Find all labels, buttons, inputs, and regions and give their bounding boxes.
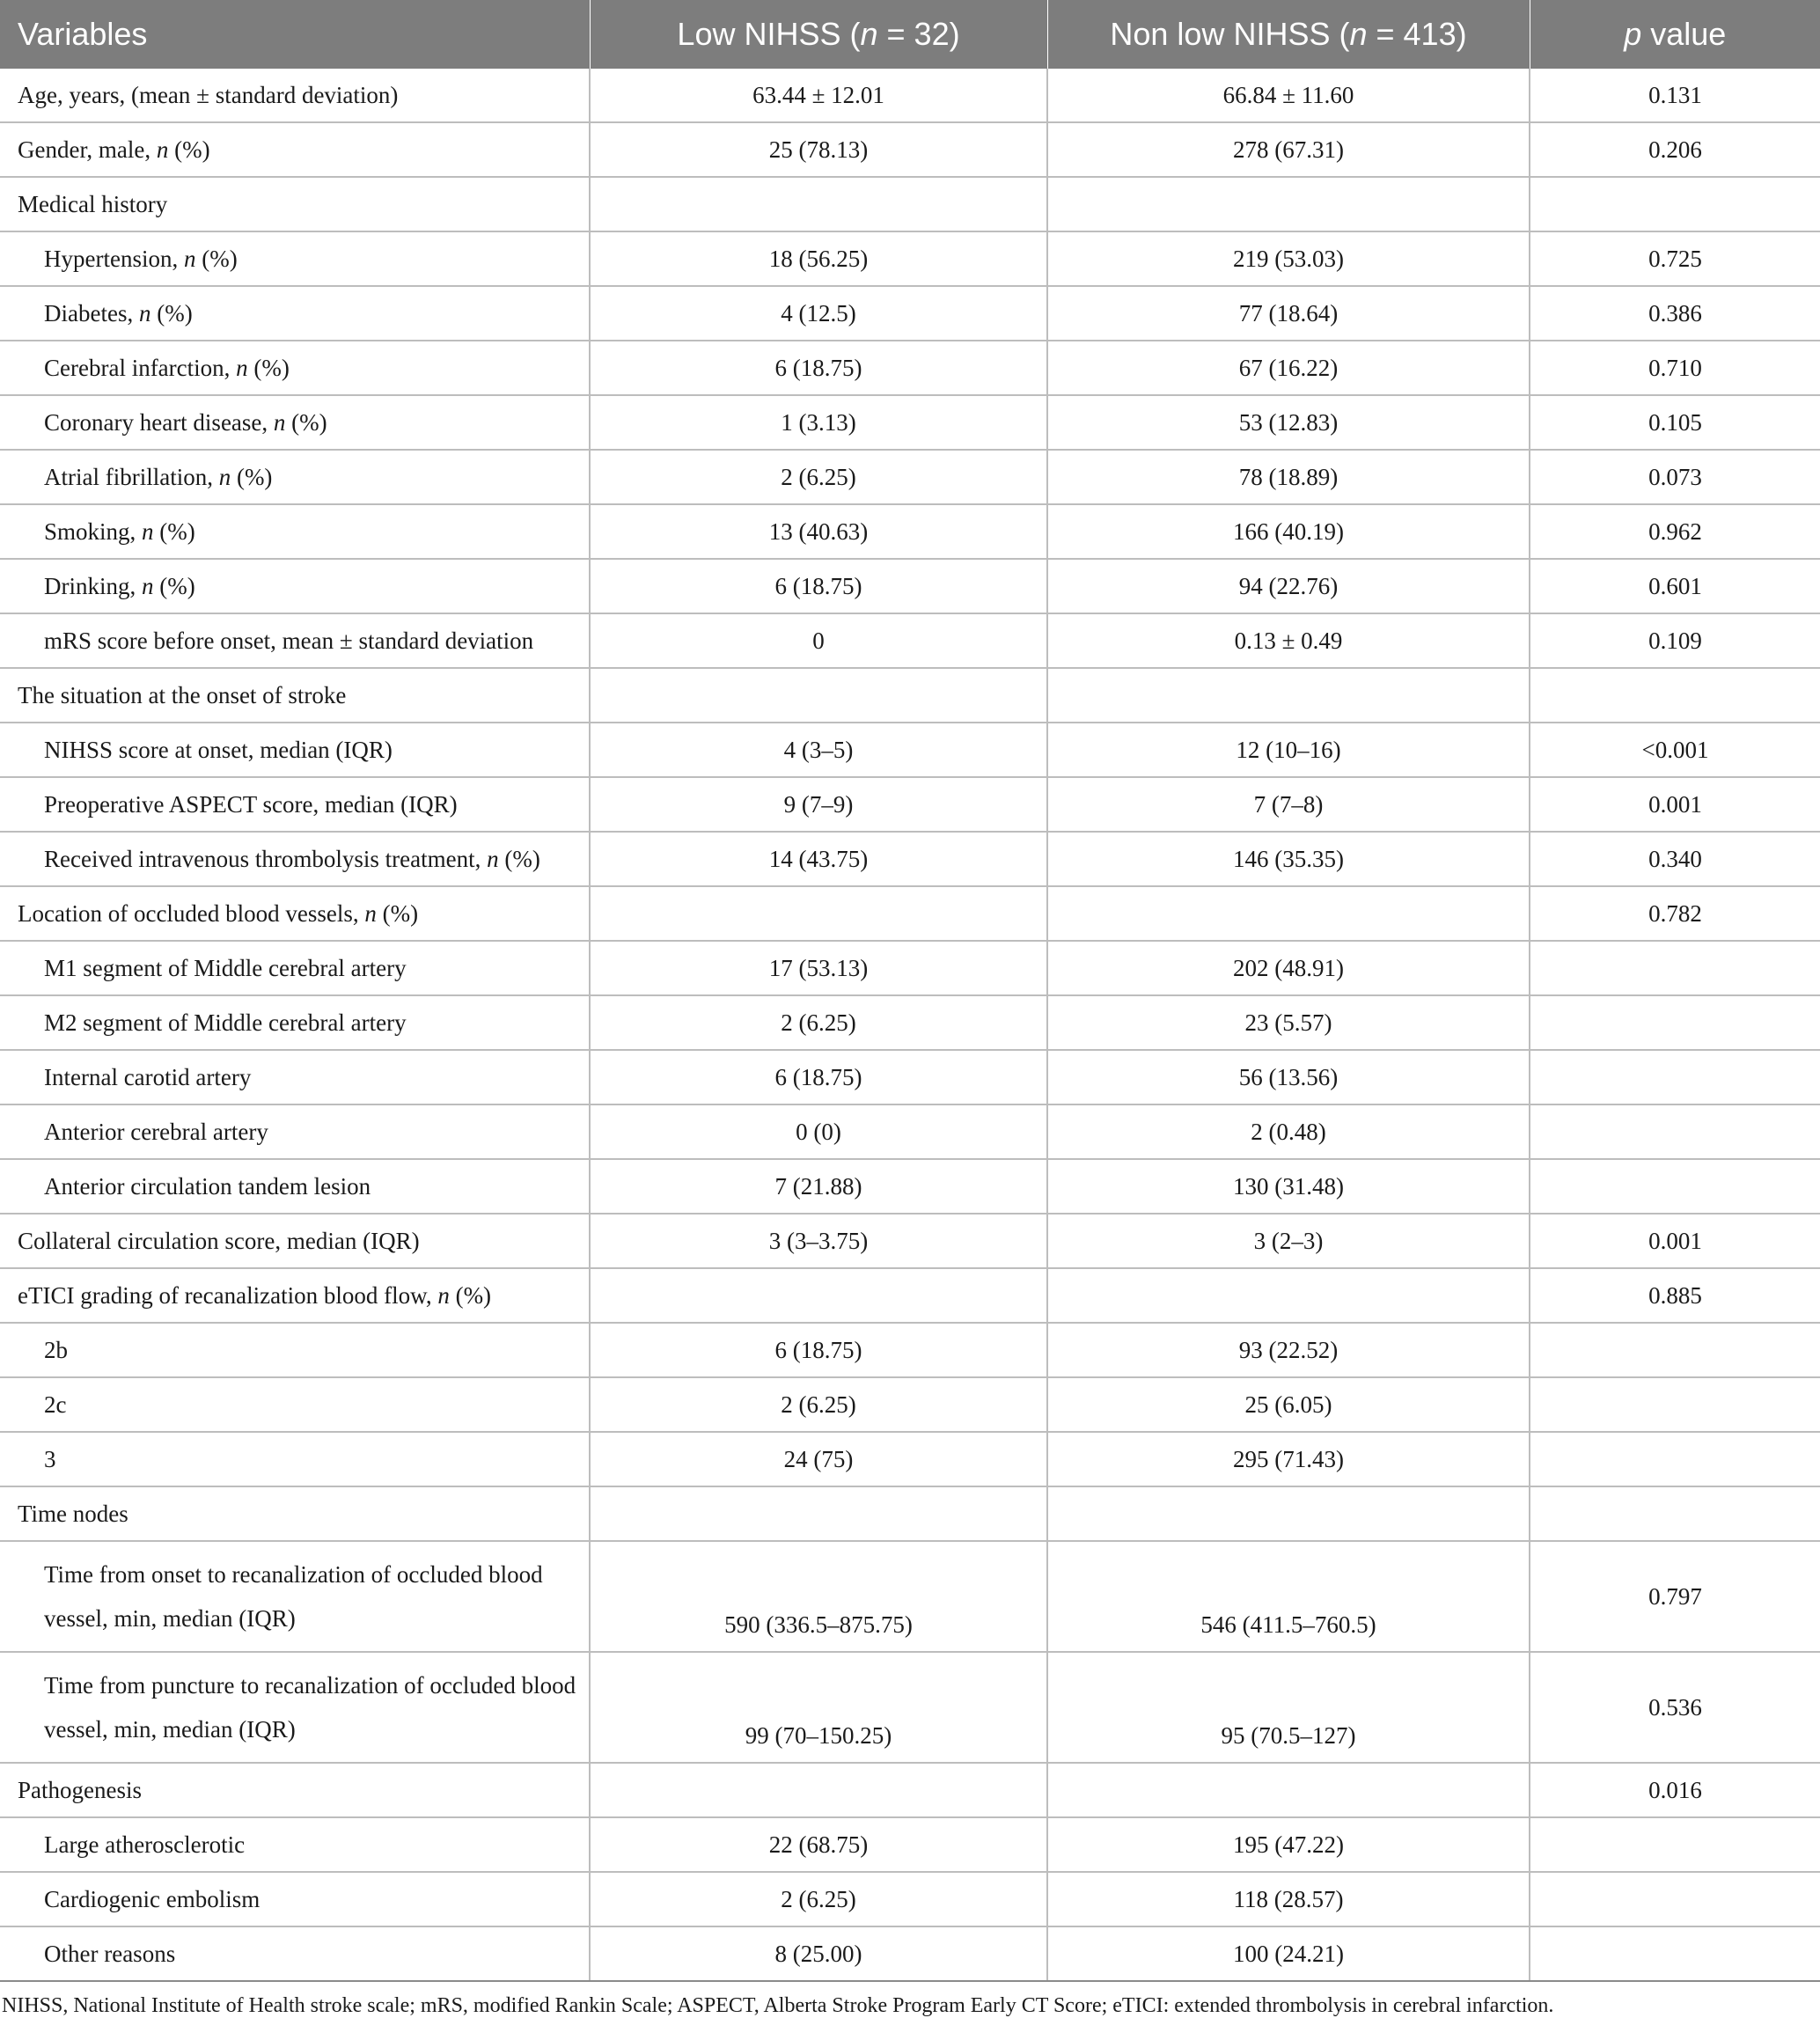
low-nihss-cell: 18 (56.25) xyxy=(590,231,1047,286)
section-label xyxy=(0,1486,590,1541)
low-nihss-cell: 9 (7–9) xyxy=(590,777,1047,832)
variable-text: Drinking, xyxy=(44,572,142,599)
variable-cell xyxy=(0,941,590,995)
variable-text: Medical history xyxy=(18,190,168,217)
p-value-cell: 0.001 xyxy=(1530,777,1820,832)
header-p-value xyxy=(1530,0,1820,69)
variable-text: Received intravenous thrombolysis treatment, xyxy=(44,845,488,872)
non-low-nihss-cell: 166 (40.19) xyxy=(1047,504,1530,559)
non-low-nihss-cell: 12 (10–16) xyxy=(1047,723,1530,777)
section-label xyxy=(0,886,590,941)
p-value-cell xyxy=(1530,1432,1820,1486)
p-value-cell: 0.782 xyxy=(1530,886,1820,941)
header-p-italic: p xyxy=(1624,16,1642,52)
variable-cell xyxy=(0,1323,590,1377)
table-row-other-reasons xyxy=(0,1926,1820,1981)
variable-text: Other reasons xyxy=(44,1940,176,1967)
non-low-nihss-cell: 66.84 ± 11.60 xyxy=(1047,69,1530,122)
variable-cell xyxy=(0,1104,590,1159)
p-value-cell xyxy=(1530,1050,1820,1104)
low-nihss-cell: 4 (3–5) xyxy=(590,723,1047,777)
low-nihss-cell: 24 (75) xyxy=(590,1432,1047,1486)
table-row-cardiogenic-embolism xyxy=(0,1872,1820,1926)
non-low-nihss-cell: 93 (22.52) xyxy=(1047,1323,1530,1377)
table-row-collateral-score xyxy=(0,1214,1820,1268)
low-nihss-cell: 63.44 ± 12.01 xyxy=(590,69,1047,122)
table-row-etici-2b xyxy=(0,1323,1820,1377)
non-low-nihss-cell: 3 (2–3) xyxy=(1047,1214,1530,1268)
non-low-nihss-cell: 295 (71.43) xyxy=(1047,1432,1530,1486)
non-low-nihss-cell: 146 (35.35) xyxy=(1047,832,1530,886)
p-value-cell: 0.601 xyxy=(1530,559,1820,613)
low-nihss-cell xyxy=(590,1763,1047,1817)
section-label xyxy=(0,177,590,231)
variable-cell xyxy=(0,504,590,559)
table-row-thrombolysis xyxy=(0,832,1820,886)
p-value-cell: 0.725 xyxy=(1530,231,1820,286)
low-nihss-cell xyxy=(590,668,1047,723)
p-value-cell: 0.131 xyxy=(1530,69,1820,122)
p-value-cell: 0.016 xyxy=(1530,1763,1820,1817)
table-row-smoking xyxy=(0,504,1820,559)
variable-cell xyxy=(0,1432,590,1486)
table-row-coronary-heart-disease xyxy=(0,395,1820,450)
non-low-nihss-cell: 77 (18.64) xyxy=(1047,286,1530,341)
low-nihss-cell: 6 (18.75) xyxy=(590,1323,1047,1377)
section-label xyxy=(0,1268,590,1323)
low-nihss-cell: 2 (6.25) xyxy=(590,1872,1047,1926)
variable-suffix: (%) xyxy=(449,1281,492,1309)
variable-cell xyxy=(0,723,590,777)
header-p-suffix: value xyxy=(1641,16,1727,52)
non-low-nihss-cell: 56 (13.56) xyxy=(1047,1050,1530,1104)
p-value-cell: 0.536 xyxy=(1530,1652,1820,1763)
variable-text: Location of occluded blood vessels, xyxy=(18,899,365,927)
non-low-nihss-cell: 100 (24.21) xyxy=(1047,1926,1530,1981)
variable-text: 2c xyxy=(44,1391,67,1418)
variable-cell xyxy=(0,1817,590,1872)
variable-text: Anterior circulation tandem lesion xyxy=(44,1172,371,1200)
non-low-nihss-cell: 67 (16.22) xyxy=(1047,341,1530,395)
p-value-cell xyxy=(1530,1872,1820,1926)
variable-suffix: (%) xyxy=(153,572,195,599)
low-nihss-cell: 4 (12.5) xyxy=(590,286,1047,341)
variable-italic: n xyxy=(156,136,169,163)
non-low-nihss-cell: 78 (18.89) xyxy=(1047,450,1530,504)
non-low-nihss-cell: 546 (411.5–760.5) xyxy=(1047,1541,1530,1652)
p-value-cell: 0.109 xyxy=(1530,613,1820,668)
variable-suffix: (%) xyxy=(195,245,238,272)
section-label xyxy=(0,1763,590,1817)
p-value-cell xyxy=(1530,941,1820,995)
variable-suffix: (%) xyxy=(376,899,419,927)
table-row-m1-segment xyxy=(0,941,1820,995)
variable-text: Preoperative ASPECT score, median (IQR) xyxy=(44,790,458,818)
variable-text: Anterior cerebral artery xyxy=(44,1118,268,1145)
low-nihss-cell: 6 (18.75) xyxy=(590,341,1047,395)
variable-cell xyxy=(0,1541,590,1652)
variable-cell xyxy=(0,231,590,286)
variable-text: Gender, male, xyxy=(18,136,157,163)
variable-cell xyxy=(0,1214,590,1268)
variable-italic: n xyxy=(273,408,286,436)
p-value-cell xyxy=(1530,1323,1820,1377)
non-low-nihss-cell: 0.13 ± 0.49 xyxy=(1047,613,1530,668)
variable-suffix: (%) xyxy=(231,463,273,490)
p-value-cell: 0.340 xyxy=(1530,832,1820,886)
variable-italic: n xyxy=(138,299,151,327)
variable-text: Diabetes, xyxy=(44,299,139,327)
p-value-cell: 0.797 xyxy=(1530,1541,1820,1652)
header-non-prefix: Non low NIHSS ( xyxy=(1110,16,1350,52)
non-low-nihss-cell xyxy=(1047,1268,1530,1323)
variable-cell xyxy=(0,341,590,395)
non-low-nihss-cell xyxy=(1047,177,1530,231)
variable-cell xyxy=(0,559,590,613)
variable-cell xyxy=(0,395,590,450)
variable-text: Time nodes xyxy=(18,1500,128,1527)
table-row-atrial-fibrillation xyxy=(0,450,1820,504)
p-value-cell: 0.962 xyxy=(1530,504,1820,559)
table-row-etici-2c xyxy=(0,1377,1820,1432)
non-low-nihss-cell: 118 (28.57) xyxy=(1047,1872,1530,1926)
variable-text: mRS score before onset, mean ± standard deviation xyxy=(44,627,534,654)
header-non-suffix: = 413) xyxy=(1367,16,1467,52)
table-row-nihss-at-onset xyxy=(0,723,1820,777)
low-nihss-cell xyxy=(590,1268,1047,1323)
p-value-cell xyxy=(1530,1486,1820,1541)
low-nihss-cell: 2 (6.25) xyxy=(590,995,1047,1050)
variable-cell xyxy=(0,69,590,122)
variable-cell xyxy=(0,1050,590,1104)
p-value-cell xyxy=(1530,1159,1820,1214)
section-label xyxy=(0,668,590,723)
variable-text: Smoking, xyxy=(44,517,143,545)
low-nihss-cell: 6 (18.75) xyxy=(590,1050,1047,1104)
non-low-nihss-cell: 219 (53.03) xyxy=(1047,231,1530,286)
variable-suffix: (%) xyxy=(247,354,290,381)
table-row-section-etici xyxy=(0,1268,1820,1323)
p-value-cell: 0.001 xyxy=(1530,1214,1820,1268)
p-value-cell: 0.885 xyxy=(1530,1268,1820,1323)
table-footnote: NIHSS, National Institute of Health stroke scale; mRS, modified Rankin Scale; ASPECT, Alberta Stroke Program Early CT Score; eTICI: extended thrombolysis in cerebral infarction. xyxy=(2,1994,1554,2017)
low-nihss-cell: 17 (53.13) xyxy=(590,941,1047,995)
low-nihss-cell: 3 (3–3.75) xyxy=(590,1214,1047,1268)
variable-text: 2b xyxy=(44,1336,68,1363)
variable-text: Time from puncture to recanalization of occluded blood vessel, min, median (IQR) xyxy=(44,1672,576,1743)
variable-text: Atrial fibrillation, xyxy=(44,463,219,490)
variable-cell xyxy=(0,832,590,886)
header-variables: Variables xyxy=(0,0,590,69)
low-nihss-cell: 1 (3.13) xyxy=(590,395,1047,450)
variable-italic: n xyxy=(218,463,231,490)
low-nihss-cell xyxy=(590,1486,1047,1541)
table-row-tandem-lesion xyxy=(0,1159,1820,1214)
non-low-nihss-cell: 94 (22.76) xyxy=(1047,559,1530,613)
variable-italic: n xyxy=(487,845,499,872)
variable-suffix: (%) xyxy=(285,408,327,436)
non-low-nihss-cell: 7 (7–8) xyxy=(1047,777,1530,832)
p-value-cell xyxy=(1530,177,1820,231)
table-row-section-time-nodes xyxy=(0,1486,1820,1541)
variable-text: Cerebral infarction, xyxy=(44,354,237,381)
variable-text: The situation at the onset of stroke xyxy=(18,681,347,708)
p-value-cell: 0.710 xyxy=(1530,341,1820,395)
low-nihss-cell: 590 (336.5–875.75) xyxy=(590,1541,1047,1652)
variable-text: Coronary heart disease, xyxy=(44,408,274,436)
table-row-section-pathogenesis xyxy=(0,1763,1820,1817)
table-row-gender xyxy=(0,122,1820,177)
variable-cell xyxy=(0,613,590,668)
table-header xyxy=(0,0,1820,69)
p-value-cell xyxy=(1530,1104,1820,1159)
variable-italic: n xyxy=(236,354,248,381)
non-low-nihss-cell: 25 (6.05) xyxy=(1047,1377,1530,1432)
variable-suffix: (%) xyxy=(153,517,195,545)
variable-italic: n xyxy=(437,1281,450,1309)
variable-cell xyxy=(0,1159,590,1214)
table-row-drinking xyxy=(0,559,1820,613)
low-nihss-cell xyxy=(590,886,1047,941)
header-non-low-nihss xyxy=(1047,0,1530,69)
variable-suffix: (%) xyxy=(498,845,540,872)
table-row-section-occlusion-location xyxy=(0,886,1820,941)
variable-text: M1 segment of Middle cerebral artery xyxy=(44,954,407,981)
variable-cell xyxy=(0,1377,590,1432)
low-nihss-cell: 13 (40.63) xyxy=(590,504,1047,559)
p-value-cell: <0.001 xyxy=(1530,723,1820,777)
variable-cell xyxy=(0,1652,590,1763)
low-nihss-cell: 14 (43.75) xyxy=(590,832,1047,886)
p-value-cell xyxy=(1530,995,1820,1050)
header-low-n: n xyxy=(860,16,878,52)
variable-cell xyxy=(0,286,590,341)
non-low-nihss-cell: 23 (5.57) xyxy=(1047,995,1530,1050)
p-value-cell: 0.206 xyxy=(1530,122,1820,177)
table-row-etici-3 xyxy=(0,1432,1820,1486)
non-low-nihss-cell xyxy=(1047,668,1530,723)
variable-text: Cardiogenic embolism xyxy=(44,1885,261,1912)
table-row-section-onset-situation xyxy=(0,668,1820,723)
non-low-nihss-cell: 202 (48.91) xyxy=(1047,941,1530,995)
non-low-nihss-cell: 278 (67.31) xyxy=(1047,122,1530,177)
header-low-suffix: = 32) xyxy=(877,16,960,52)
variable-cell xyxy=(0,1872,590,1926)
header-non-n: n xyxy=(1349,16,1368,52)
variable-suffix: (%) xyxy=(150,299,193,327)
low-nihss-cell: 2 (6.25) xyxy=(590,450,1047,504)
variable-text: Time from onset to recanalization of occluded blood vessel, min, median (IQR) xyxy=(44,1561,543,1632)
non-low-nihss-cell: 95 (70.5–127) xyxy=(1047,1652,1530,1763)
variable-text: 3 xyxy=(44,1445,56,1472)
table-row-cerebral-infarction xyxy=(0,341,1820,395)
variable-text: Pathogenesis xyxy=(18,1776,142,1803)
variable-cell xyxy=(0,122,590,177)
variable-cell xyxy=(0,777,590,832)
low-nihss-cell: 99 (70–150.25) xyxy=(590,1652,1047,1763)
table-row-mrs-before-onset xyxy=(0,613,1820,668)
p-value-cell xyxy=(1530,1817,1820,1872)
header-row xyxy=(0,0,1820,69)
table-row-section-medical-history xyxy=(0,177,1820,231)
low-nihss-cell: 2 (6.25) xyxy=(590,1377,1047,1432)
non-low-nihss-cell: 2 (0.48) xyxy=(1047,1104,1530,1159)
variable-italic: n xyxy=(142,517,154,545)
p-value-cell xyxy=(1530,668,1820,723)
table-row-large-atherosclerotic xyxy=(0,1817,1820,1872)
low-nihss-cell: 7 (21.88) xyxy=(590,1159,1047,1214)
table-row-anterior-cerebral xyxy=(0,1104,1820,1159)
p-value-cell: 0.386 xyxy=(1530,286,1820,341)
variable-italic: n xyxy=(142,572,154,599)
variable-cell xyxy=(0,995,590,1050)
variable-text: Hypertension, xyxy=(44,245,184,272)
low-nihss-cell: 25 (78.13) xyxy=(590,122,1047,177)
low-nihss-cell: 6 (18.75) xyxy=(590,559,1047,613)
variable-text: M2 segment of Middle cerebral artery xyxy=(44,1009,407,1036)
p-value-cell: 0.073 xyxy=(1530,450,1820,504)
table-row-m2-segment xyxy=(0,995,1820,1050)
variable-text: Age, years, (mean ± standard deviation) xyxy=(18,81,399,108)
variable-italic: n xyxy=(183,245,196,272)
variable-text: NIHSS score at onset, median (IQR) xyxy=(44,736,393,763)
table-row-puncture-to-recanalization xyxy=(0,1652,1820,1763)
table-body xyxy=(0,69,1820,1981)
low-nihss-cell: 8 (25.00) xyxy=(590,1926,1047,1981)
p-value-cell xyxy=(1530,1926,1820,1981)
variable-text: eTICI grading of recanalization blood flow, xyxy=(18,1281,438,1309)
variable-suffix: (%) xyxy=(168,136,210,163)
low-nihss-cell xyxy=(590,177,1047,231)
variable-cell xyxy=(0,1926,590,1981)
table-row-internal-carotid xyxy=(0,1050,1820,1104)
table-row-aspect-score xyxy=(0,777,1820,832)
non-low-nihss-cell xyxy=(1047,1763,1530,1817)
non-low-nihss-cell: 195 (47.22) xyxy=(1047,1817,1530,1872)
p-value-cell xyxy=(1530,1377,1820,1432)
low-nihss-cell: 0 xyxy=(590,613,1047,668)
non-low-nihss-cell xyxy=(1047,1486,1530,1541)
low-nihss-cell: 0 (0) xyxy=(590,1104,1047,1159)
non-low-nihss-cell: 130 (31.48) xyxy=(1047,1159,1530,1214)
header-low-prefix: Low NIHSS ( xyxy=(677,16,861,52)
table-row-diabetes xyxy=(0,286,1820,341)
non-low-nihss-cell: 53 (12.83) xyxy=(1047,395,1530,450)
variable-text: Large atherosclerotic xyxy=(44,1831,246,1858)
p-value-cell: 0.105 xyxy=(1530,395,1820,450)
variable-text: Collateral circulation score, median (IQR) xyxy=(18,1227,420,1254)
table-row-onset-to-recanalization xyxy=(0,1541,1820,1652)
table-row-hypertension xyxy=(0,231,1820,286)
variable-cell xyxy=(0,450,590,504)
variable-italic: n xyxy=(364,899,377,927)
non-low-nihss-cell xyxy=(1047,886,1530,941)
header-low-nihss xyxy=(590,0,1047,69)
table-row-age xyxy=(0,69,1820,122)
variable-text: Internal carotid artery xyxy=(44,1063,252,1090)
low-nihss-cell: 22 (68.75) xyxy=(590,1817,1047,1872)
